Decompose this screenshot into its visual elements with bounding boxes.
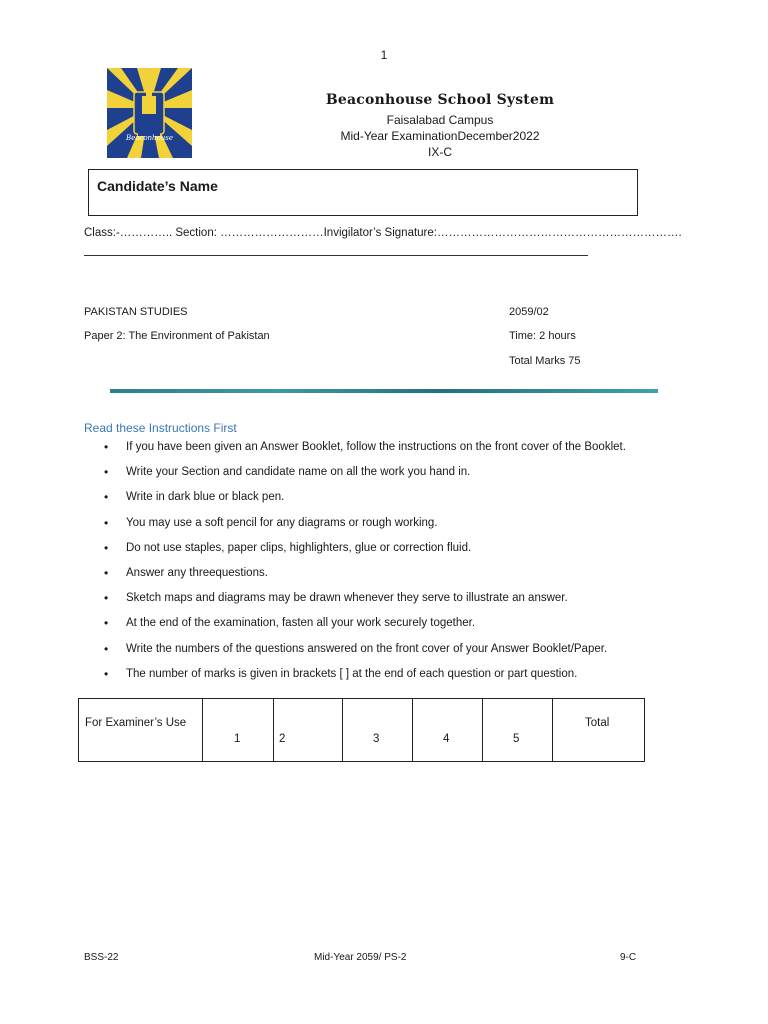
table-row xyxy=(79,699,645,762)
subject-name: PAKISTAN STUDIES xyxy=(84,306,188,318)
mark-cell-3[interactable] xyxy=(343,699,413,762)
mark-cell-5[interactable] xyxy=(483,699,553,762)
footer-left: BSS-22 xyxy=(84,952,119,963)
list-item: • Write your Section and candidate name on all the work you hand in. xyxy=(104,465,626,490)
total-cell[interactable] xyxy=(553,699,645,762)
divider-line xyxy=(84,255,588,256)
mark-cell-label: 1 xyxy=(234,733,241,745)
school-crest-icon xyxy=(107,68,192,158)
list-item: • Write the numbers of the questions answered on the front cover of your Answer Booklet/Paper. xyxy=(104,642,626,667)
accent-divider xyxy=(110,389,658,393)
exam-title: Mid-Year ExaminationDecember2022 xyxy=(340,129,540,143)
list-item: • You may use a soft pencil for any diagrams or rough working. xyxy=(104,516,626,541)
list-item: • Do not use staples, paper clips, highlighters, glue or correction fluid. xyxy=(104,541,626,566)
class-code: IX-C xyxy=(428,145,452,159)
total-marks: Total Marks 75 xyxy=(509,355,581,367)
list-item: • Sketch maps and diagrams may be drawn whenever they serve to illustrate an answer. xyxy=(104,591,626,616)
list-item: • At the end of the examination, fasten all your work securely together. xyxy=(104,616,626,641)
examiner-label-cell xyxy=(79,699,203,762)
class-section-line: Class:-………….. Section: ………………………Invigilator’s Signature:………………………………………………………. xyxy=(84,227,682,239)
campus-name: Faisalabad Campus xyxy=(386,113,494,127)
school-logo xyxy=(107,68,192,158)
list-item: • Answer any threequestions. xyxy=(104,566,626,591)
exam-time: Time: 2 hours xyxy=(509,330,576,342)
footer-right: 9-C xyxy=(620,952,637,963)
list-item: • The number of marks is given in brackets [ ] at the end of each question or part question. xyxy=(104,667,626,692)
school-name: Beaconhouse School System xyxy=(325,92,555,108)
instructions-list xyxy=(104,440,626,692)
mark-cell-1[interactable] xyxy=(203,699,274,762)
examiner-label: For Examiner’s Use xyxy=(85,717,187,729)
instructions-heading: Read these Instructions First xyxy=(84,421,237,435)
mark-cell-label: 5 xyxy=(513,733,520,745)
mark-cell-2[interactable] xyxy=(274,699,343,762)
footer-center: Mid-Year 2059/ PS-2 xyxy=(314,952,407,963)
logo-wordmark: Beaconhouse xyxy=(125,134,174,142)
mark-cell-4[interactable] xyxy=(413,699,483,762)
candidate-name-field[interactable] xyxy=(88,169,638,216)
subject-code: 2059/02 xyxy=(509,306,549,318)
total-label: Total xyxy=(585,717,610,729)
paper-title: Paper 2: The Environment of Pakistan xyxy=(84,330,270,342)
mark-cell-label: 3 xyxy=(373,733,380,745)
list-item: • Write in dark blue or black pen. xyxy=(104,490,626,515)
list-item: • If you have been given an Answer Booklet, follow the instructions on the front cover of the Booklet. xyxy=(104,440,626,465)
candidate-name-label: Candidate’s Name xyxy=(97,178,218,194)
examiner-use-table xyxy=(78,698,645,762)
mark-cell-label: 4 xyxy=(443,733,450,745)
page-number: 1 xyxy=(380,48,388,62)
mark-cell-label: 2 xyxy=(279,733,286,745)
